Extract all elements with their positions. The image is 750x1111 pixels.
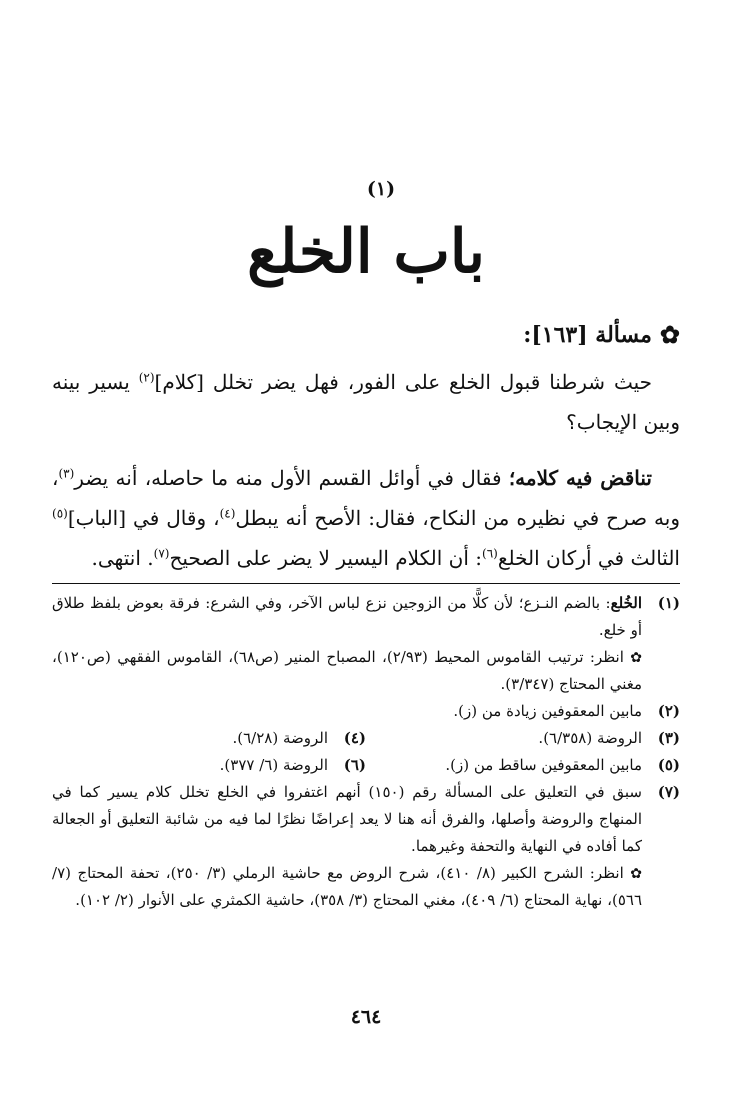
footnote-number: (١) bbox=[657, 594, 680, 612]
footnote-ref: (٧) bbox=[153, 546, 170, 561]
paragraph-text: ، وبه صرح في نظيره من النكاح، فقال: الأصح أنه يبطل bbox=[52, 466, 680, 530]
footnote-6 bbox=[52, 752, 366, 779]
footnote-3 bbox=[366, 725, 680, 752]
paragraph-text: . انتهى. bbox=[91, 546, 154, 570]
footnote-4 bbox=[52, 725, 366, 752]
footnote-reference-text: انظر: ترتيب القاموس المحيط (٢/٩٣)، المصباح المنير (ص٦٨)، القاموس الفقهي (ص١٢٠)، مغني المحتاج (٣/٣٤٧). bbox=[52, 648, 642, 693]
paragraph-text: الثالث في أركان الخلع bbox=[497, 546, 680, 570]
footnote-divider bbox=[52, 583, 680, 584]
footnote-row-5-6 bbox=[52, 752, 680, 779]
footnote-body: مابين المعقوفين ساقط من (ز). bbox=[445, 756, 642, 774]
footnote-number: (٧) bbox=[657, 783, 680, 801]
footnote-number: (٣) bbox=[657, 729, 680, 747]
footnote-1-reference bbox=[52, 644, 680, 698]
footnote-text bbox=[52, 590, 642, 644]
footnote-7 bbox=[52, 779, 680, 860]
main-text bbox=[52, 362, 680, 594]
paragraph-text: يسير بينه وبين الإيجاب؟ bbox=[52, 370, 680, 434]
footnote-reference-text: انظر: الشرح الكبير (٨/ ٤١٠)، شرح الروض مع حاشية الرملي (٣/ ٢٥٠)، تحفة المحتاج (٧/ ٥٦٦)، نهاية المحتاج (٦/ ٤٠٩)، مغني المحتاج (٣/ ٣٥٨)، حاشية الكمثري على الأنوار (٢/ ١٠٢). bbox=[52, 864, 642, 909]
paragraph-question bbox=[52, 362, 680, 442]
footnote-body: الروضة (٦/٣٥٨). bbox=[538, 729, 642, 747]
footnote-body: الروضة (٦/ ٣٧٧). bbox=[219, 756, 328, 774]
footnote-body: الروضة (٦/٢٨). bbox=[232, 729, 328, 747]
paragraph-text: فقال في أوائل القسم الأول منه ما حاصله، أنه يضر bbox=[74, 466, 509, 490]
chapter-title: باب الخلع bbox=[247, 217, 485, 287]
flower-icon: ✿ bbox=[630, 650, 642, 666]
footnote-1 bbox=[52, 590, 680, 644]
document-page bbox=[52, 0, 680, 1111]
footnote-7-reference bbox=[52, 860, 680, 914]
flower-icon: ✿ bbox=[659, 320, 680, 349]
paragraph-answer bbox=[52, 458, 680, 578]
paragraph-text: حيث شرطنا قبول الخلع على الفور، فهل يضر تخلل [كلام] bbox=[154, 370, 652, 394]
footnotes bbox=[52, 590, 680, 914]
footnote-2 bbox=[52, 698, 680, 725]
issue-heading bbox=[523, 322, 680, 348]
paragraph-lead: تناقض فيه كلامه؛ bbox=[508, 466, 652, 490]
footnote-ref: (٣) bbox=[58, 466, 75, 481]
footnote-ref: (٢) bbox=[138, 370, 155, 385]
footnote-term: الخُلع bbox=[610, 594, 642, 612]
footnote-body: : بالضم النـزع؛ لأن كلًّا من الزوجين نزع لباس الآخر، وفي الشرع: فرقة بعوض بلفظ طلاق أو خلع. bbox=[52, 594, 642, 639]
footnote-number: (٢) bbox=[657, 702, 680, 720]
footnote-ref: (٦) bbox=[482, 546, 498, 561]
footnote-5 bbox=[366, 752, 680, 779]
footnote-number: (٦) bbox=[343, 756, 366, 774]
footnote-ref: (٤) bbox=[219, 506, 236, 521]
flower-icon: ✿ bbox=[630, 866, 642, 882]
page-number: ٤٦٤ bbox=[350, 1006, 382, 1028]
paragraph-text: : أن الكلام اليسير لا يضر على الصحيح bbox=[169, 546, 482, 570]
issue-heading-label: مسألة [١٦٣]: bbox=[523, 322, 652, 348]
title-footnote-marker: (١) bbox=[366, 178, 396, 200]
paragraph-text: ، وقال في [الباب] bbox=[67, 506, 220, 530]
footnote-ref: (٥) bbox=[52, 506, 68, 521]
footnote-body: مابين المعقوفين زيادة من (ز). bbox=[453, 702, 642, 720]
footnote-number: (٥) bbox=[657, 756, 680, 774]
footnote-body: سبق في التعليق على المسألة رقم (١٥٠) أنهم اغتفروا في الخلع تخلل كلام يسير كما في المنهاج والروضة وأصلها، والفرق أنه هنا لا يعد إعراضًا نظرًا لما فيه من شائبة التعليق أو الجعالة كما أفاده في النهاية والتحفة وغيرهما. bbox=[52, 783, 643, 855]
footnote-number: (٤) bbox=[343, 729, 366, 747]
footnote-row-3-4 bbox=[52, 725, 680, 752]
